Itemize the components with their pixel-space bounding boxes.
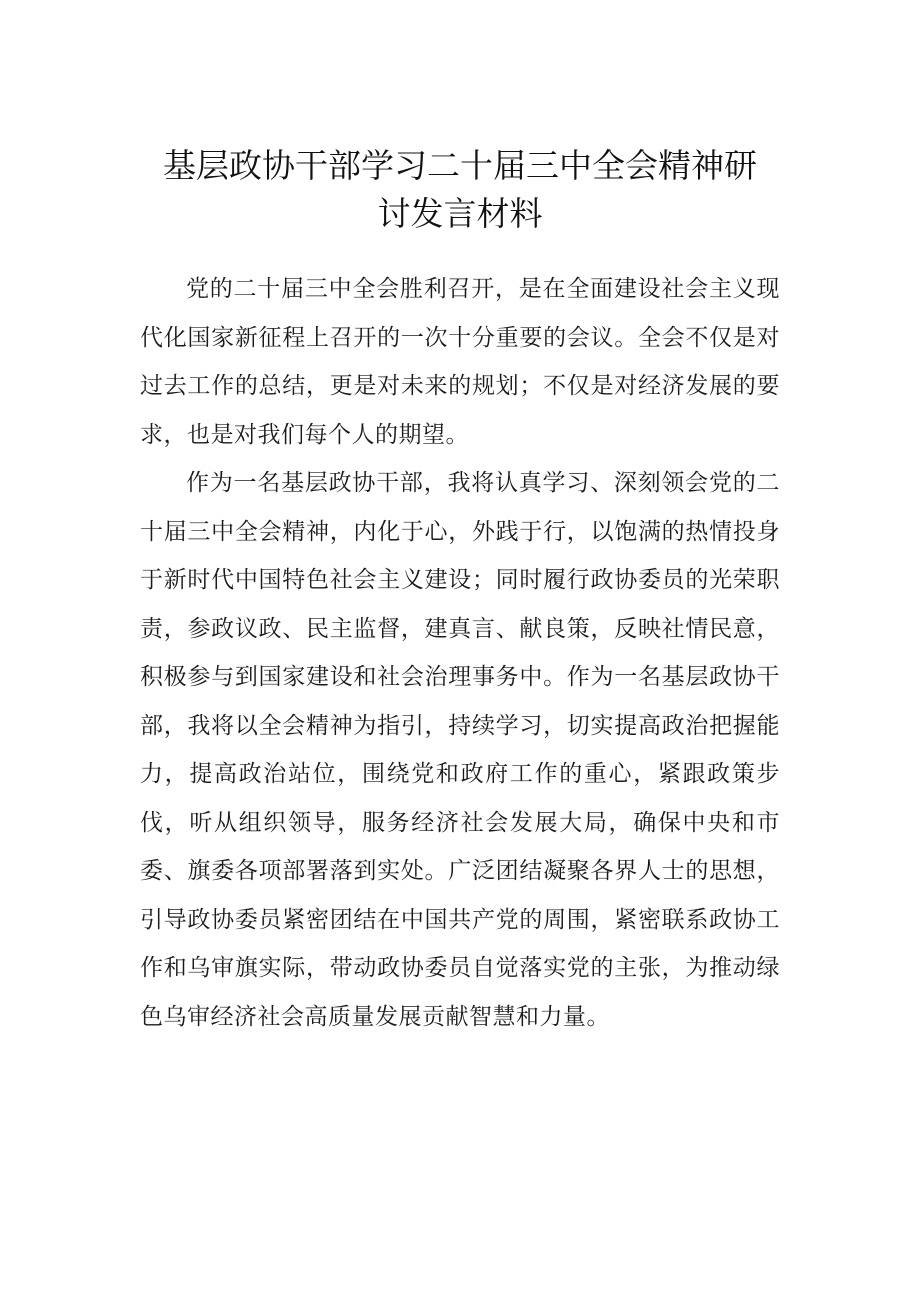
document-title bbox=[140, 142, 780, 238]
document-title-line-1: 基层政协干部学习二十届三中全会精神研 bbox=[163, 146, 757, 185]
body-paragraph-2: 作为一名基层政协干部，我将认真学习、深刻领会党的二十届三中全会精神，内化于心，外践于行，以饱满的热情投身于新时代中国特色社会主义建设；同时履行政协委员的光荣职责，参政议政、民主监督，建真言、献良策，反映社情民意，积极参与到国家建设和社会治理事务中。作为一名基层政协干部，我将以全会精神为指引，持续学习，切实提高政治把握能力，提高政治站位，围绕党和政府工作的重心，紧跟政策步伐，听从组织领导，服务经济社会发展大局，确保中央和市委、旗委各项部署落到实处。广泛团结凝聚各界人士的思想，引导政协委员紧密团结在中国共产党的周围，紧密联系政协工作和乌审旗实际，带动政协委员自觉落实党的主张，为推动绿色乌审经济社会高质量发展贡献智慧和力量。 bbox=[140, 470, 780, 1030]
body-paragraph-1: 党的二十届三中全会胜利召开，是在全面建设社会主义现代化国家新征程上召开的一次十分重要的会议。全会不仅是对过去工作的总结，更是对未来的规划；不仅是对经济发展的要求，也是对我们每个人的期望。 bbox=[140, 276, 780, 448]
document-body bbox=[140, 265, 780, 1041]
document-title-line-2: 讨发言材料 bbox=[377, 194, 543, 233]
